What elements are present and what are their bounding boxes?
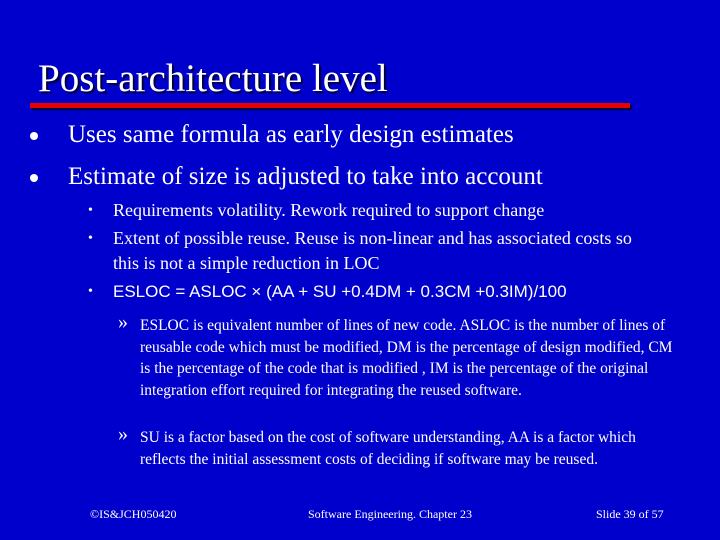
sub-bullet-marker: • <box>88 284 93 299</box>
footer-chapter: Software Engineering. Chapter 23 <box>308 507 472 521</box>
title-underline <box>30 103 630 108</box>
sub-bullet-text: Extent of possible reuse. Reuse is non-linear and has associated costs so this is not a simple reduction in LOC <box>113 228 632 273</box>
bullet-dot-icon <box>30 174 38 182</box>
bullet-dot-icon <box>30 132 38 140</box>
formula-text: ESLOC = ASLOC × (AA + SU +0.4DM + 0.3CM +0.3IM)/100 <box>113 282 567 301</box>
bullet-text: Uses same formula as early design estimates <box>68 121 514 148</box>
subsub-bullet-text: SU is a factor based on the cost of software understanding, AA is a factor which reflects the initial assessment costs of deciding if software may be reused. <box>140 429 636 468</box>
footer-slide-number: Slide 39 of 57 <box>596 507 664 521</box>
bullet-text: Estimate of size is adjusted to take into account <box>68 163 543 190</box>
subsub-bullet-text: ESLOC is equivalent number of lines of new code. ASLOC is the number of lines of reusable code which must be modified, DM is the percentage of design modified, CM is the percentage of the code that is modified , IM is the percentage of the original integration effort required for integrating the reused software. <box>140 317 673 399</box>
subsub-bullet-marker: » <box>118 423 128 445</box>
footer-copyright: ©IS&JCH050420 <box>90 507 177 521</box>
sub-bullet-marker: • <box>88 231 93 246</box>
subsub-bullet-marker: » <box>118 311 128 333</box>
slide-title: Post-architecture level <box>38 57 388 100</box>
sub-bullet-text: Requirements volatility. Rework required to support change <box>113 200 545 220</box>
sub-bullet-marker: • <box>88 203 93 218</box>
